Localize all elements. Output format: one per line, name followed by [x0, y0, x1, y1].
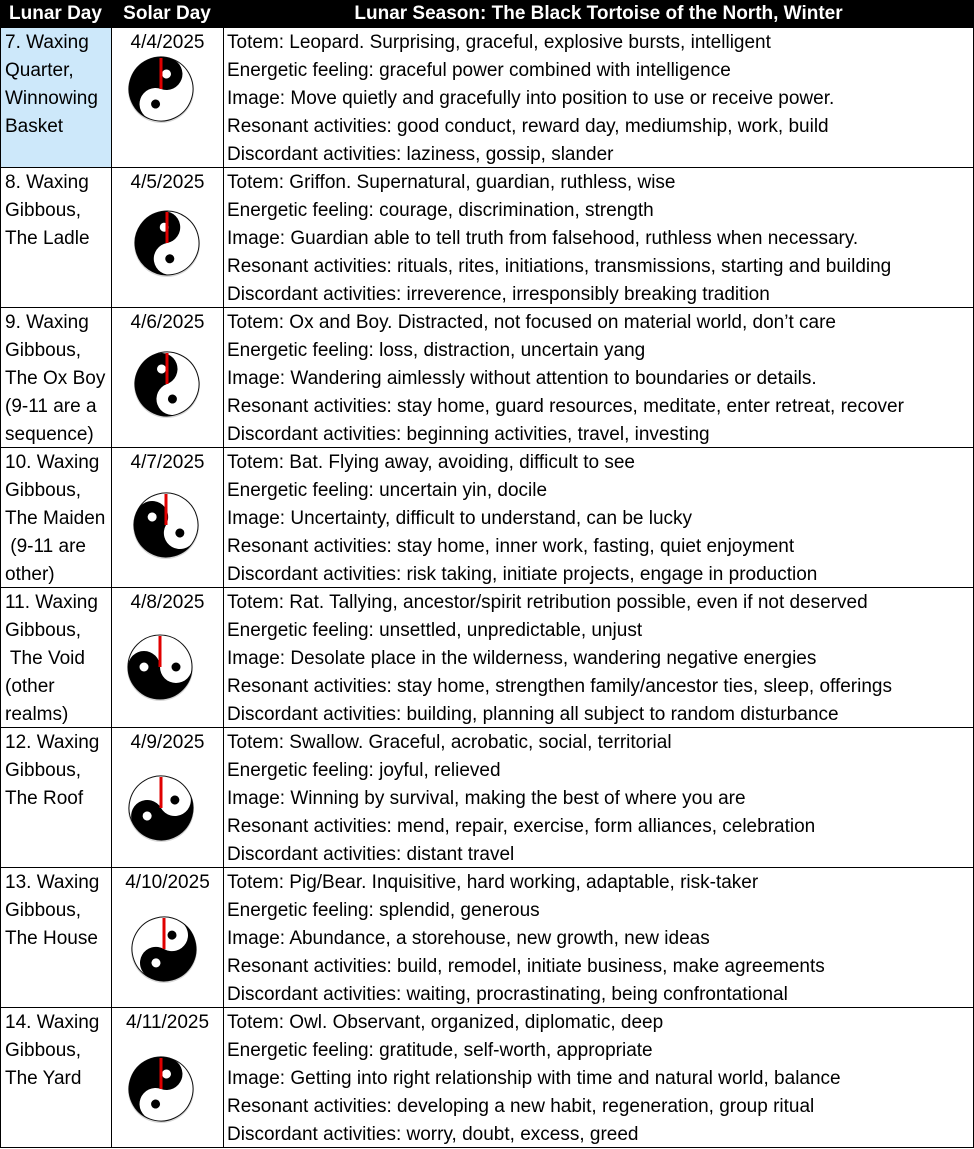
details-cell — [227, 589, 972, 729]
image-text: Image: Desolate place in the wilderness, wandering negative energies — [227, 648, 817, 669]
lunar-day-line: realms) — [5, 704, 69, 725]
lunar-day-line: (9-11 are — [5, 536, 86, 557]
header-lunar-day: Lunar Day — [0, 0, 111, 28]
image-text: Image: Uncertainty, difficult to understand, can be lucky — [227, 508, 693, 529]
yin-yang-icon — [126, 1054, 196, 1124]
lunar-day-line: The Yard — [5, 1068, 82, 1089]
image-text: Image: Wandering aimlessly without attention to boundaries or details. — [227, 368, 817, 389]
lunar-day-cell — [1, 28, 111, 167]
totem-text: Totem: Bat. Flying away, avoiding, difficult to see — [227, 452, 635, 473]
lunar-day-cell — [1, 868, 111, 1007]
yin-yang-icon — [126, 54, 196, 124]
yin-yang-icon — [132, 208, 202, 278]
lunar-day-cell — [1, 168, 111, 307]
lunar-day-line: (other — [5, 676, 55, 697]
lunar-day-line: 14. Waxing — [5, 1012, 100, 1033]
resonant-activities-text: Resonant activities: mend, repair, exercise, form alliances, celebration — [227, 816, 816, 837]
lunar-day-line: The Maiden — [5, 508, 106, 529]
yin-yang-icon — [129, 914, 199, 984]
energetic-feeling-text: Energetic feeling: gratitude, self-worth, appropriate — [227, 1040, 653, 1061]
lunar-day-cell — [1, 728, 111, 867]
solar-date: 4/4/2025 — [130, 32, 205, 53]
lunar-day-line: sequence) — [5, 424, 94, 445]
details-cell — [227, 169, 972, 309]
image-text: Image: Getting into right relationship with time and natural world, balance — [227, 1068, 841, 1089]
discordant-activities-text: Discordant activities: irreverence, irresponsibly breaking tradition — [227, 284, 770, 305]
lunar-day-line: 12. Waxing — [5, 732, 100, 753]
lunar-day-cell — [1, 448, 111, 587]
totem-text: Totem: Owl. Observant, organized, diplomatic, deep — [227, 1012, 664, 1033]
yin-yang-icon — [131, 490, 201, 560]
image-text: Image: Winning by survival, making the best of where you are — [227, 788, 746, 809]
energetic-feeling-text: Energetic feeling: loss, distraction, uncertain yang — [227, 340, 646, 361]
yin-yang-icon — [125, 632, 195, 702]
lunar-day-line: (9-11 are a — [5, 396, 97, 417]
lunar-day-line: Quarter, — [5, 60, 74, 81]
totem-text: Totem: Ox and Boy. Distracted, not focused on material world, don’t care — [227, 312, 836, 333]
details-cell — [227, 29, 972, 169]
lunar-day-line: The Void — [5, 648, 85, 669]
lunar-day-cell — [1, 588, 111, 727]
grid-line-vertical — [223, 28, 224, 1148]
resonant-activities-text: Resonant activities: stay home, strengthen family/ancestor ties, sleep, offerings — [227, 676, 892, 697]
lunar-day-line: Basket — [5, 116, 64, 137]
lunar-day-line: The House — [5, 928, 98, 949]
lunar-day-line: 9. Waxing — [5, 312, 89, 333]
image-text: Image: Abundance, a storehouse, new growth, new ideas — [227, 928, 710, 949]
image-text: Image: Move quietly and gracefully into position to use or receive power. — [227, 88, 835, 109]
resonant-activities-text: Resonant activities: rituals, rites, initiations, transmissions, starting and building — [227, 256, 892, 277]
lunar-day-line: Gibbous, — [5, 340, 82, 361]
lunar-day-line: 13. Waxing — [5, 872, 100, 893]
details-cell — [227, 729, 972, 869]
solar-date: 4/6/2025 — [130, 312, 205, 333]
solar-date: 4/11/2025 — [125, 1012, 210, 1033]
discordant-activities-text: Discordant activities: risk taking, initiate projects, engage in production — [227, 564, 818, 585]
details-cell — [227, 309, 972, 449]
solar-date: 4/7/2025 — [130, 452, 205, 473]
resonant-activities-text: Resonant activities: build, remodel, initiate business, make agreements — [227, 956, 825, 977]
lunar-day-line: Gibbous, — [5, 480, 82, 501]
lunar-day-line: 7. Waxing — [5, 32, 89, 53]
lunar-day-line: The Ladle — [5, 228, 90, 249]
header-lunar-season: Lunar Season: The Black Tortoise of the North, Winter — [223, 0, 974, 28]
energetic-feeling-text: Energetic feeling: joyful, relieved — [227, 760, 501, 781]
lunar-day-line: other) — [5, 564, 55, 585]
lunar-day-line: Gibbous, — [5, 1040, 82, 1061]
energetic-feeling-text: Energetic feeling: uncertain yin, docile — [227, 480, 548, 501]
resonant-activities-text: Resonant activities: good conduct, reward day, mediumship, work, build — [227, 116, 829, 137]
details-cell — [227, 1009, 972, 1149]
resonant-activities-text: Resonant activities: developing a new habit, regeneration, group ritual — [227, 1096, 815, 1117]
lunar-day-line: Gibbous, — [5, 760, 82, 781]
resonant-activities-text: Resonant activities: stay home, guard resources, meditate, enter retreat, recover — [227, 396, 904, 417]
totem-text: Totem: Pig/Bear. Inquisitive, hard working, adaptable, risk-taker — [227, 872, 759, 893]
energetic-feeling-text: Energetic feeling: courage, discrimination, strength — [227, 200, 654, 221]
lunar-day-line: Gibbous, — [5, 620, 82, 641]
lunar-day-line: Gibbous, — [5, 200, 82, 221]
lunar-day-line: 10. Waxing — [5, 452, 100, 473]
lunar-day-cell — [1, 308, 111, 447]
solar-date: 4/9/2025 — [130, 732, 205, 753]
lunar-day-line: 11. Waxing — [5, 592, 98, 613]
solar-date: 4/8/2025 — [130, 592, 205, 613]
lunar-day-line: 8. Waxing — [5, 172, 89, 193]
details-cell — [227, 869, 972, 1009]
energetic-feeling-text: Energetic feeling: splendid, generous — [227, 900, 540, 921]
totem-text: Totem: Leopard. Surprising, graceful, explosive bursts, intelligent — [227, 32, 771, 53]
totem-text: Totem: Griffon. Supernatural, guardian, ruthless, wise — [227, 172, 676, 193]
lunar-day-line: Winnowing — [5, 88, 98, 109]
totem-text: Totem: Swallow. Graceful, acrobatic, social, territorial — [227, 732, 672, 753]
lunar-day-cell — [1, 1008, 111, 1147]
discordant-activities-text: Discordant activities: building, planning all subject to random disturbance — [227, 704, 839, 725]
discordant-activities-text: Discordant activities: beginning activities, travel, investing — [227, 424, 710, 445]
solar-date: 4/5/2025 — [130, 172, 205, 193]
lunar-day-line: The Ox Boy — [5, 368, 106, 389]
discordant-activities-text: Discordant activities: distant travel — [227, 844, 515, 865]
yin-yang-icon — [126, 773, 196, 843]
lunar-day-line: The Roof — [5, 788, 84, 809]
discordant-activities-text: Discordant activities: worry, doubt, excess, greed — [227, 1124, 639, 1145]
resonant-activities-text: Resonant activities: stay home, inner work, fasting, quiet enjoyment — [227, 536, 795, 557]
lunar-day-line: Gibbous, — [5, 900, 82, 921]
energetic-feeling-text: Energetic feeling: unsettled, unpredictable, unjust — [227, 620, 643, 641]
header-solar-day: Solar Day — [111, 0, 223, 28]
energetic-feeling-text: Energetic feeling: graceful power combined with intelligence — [227, 60, 731, 81]
discordant-activities-text: Discordant activities: waiting, procrastinating, being confrontational — [227, 984, 788, 1005]
solar-date: 4/10/2025 — [125, 872, 210, 893]
totem-text: Totem: Rat. Tallying, ancestor/spirit retribution possible, even if not deserved — [227, 592, 868, 613]
discordant-activities-text: Discordant activities: laziness, gossip, slander — [227, 144, 614, 165]
details-cell — [227, 449, 972, 589]
image-text: Image: Guardian able to tell truth from falsehood, ruthless when necessary. — [227, 228, 859, 249]
yin-yang-icon — [132, 349, 202, 419]
